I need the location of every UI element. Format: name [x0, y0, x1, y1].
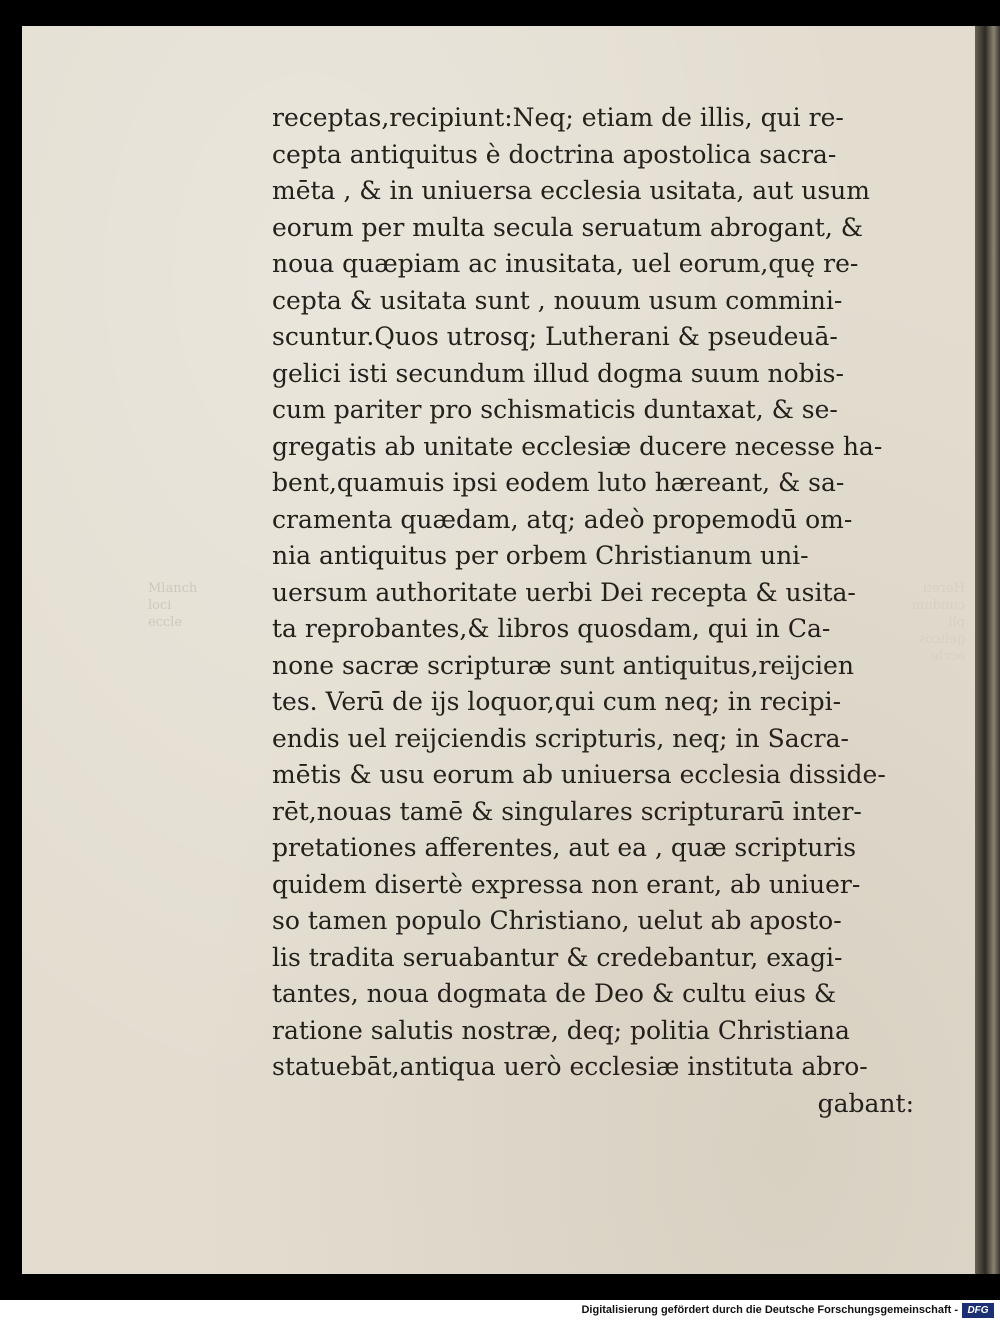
text-line: tes. Verū de ijs loquor,qui cum neq; in recipi-: [272, 687, 842, 716]
show-through-marginalia-right: Hereti cundum pli gelicos eccle: [911, 581, 965, 664]
text-line: scuntur.Quos utrosq; Lutherani & pseudeuā-: [272, 322, 838, 351]
text-line: cramenta quædam, atq; adeò propemodū om-: [272, 504, 853, 534]
text-line: mēta , & in uniuersa ecclesia usitata, aut usum: [272, 176, 870, 205]
text-line: receptas,recipiunt:Neq; etiam de illis, qui re-: [272, 103, 844, 132]
text-line: nia antiquitus per orbem Christianum uni-: [272, 541, 809, 570]
text-line: cum pariter pro schismaticis duntaxat, & se-: [272, 395, 838, 424]
text-line: pretationes afferentes, aut ea , quæ scripturis: [272, 833, 857, 862]
text-line: cepta antiquitus è doctrina apostolica sacra-: [272, 139, 837, 169]
text-line: noua quæpiam ac inusitata, uel eorum,quę re-: [272, 249, 859, 278]
text-line: cepta & usitata sunt , nouum usum commini-: [272, 285, 843, 315]
text-line: tantes, noua dogmata de Deo & cultu eius &: [272, 979, 837, 1008]
text-line: lis tradita seruabantur & credebantur, exagi-: [272, 942, 843, 972]
text-line: gregatis ab unitate ecclesiæ ducere necesse ha-: [272, 431, 883, 461]
dfg-logo: DFG: [962, 1303, 994, 1318]
funding-credit: Digitalisierung gefördert durch die Deutsche Forschungsgemeinschaft -: [581, 1304, 958, 1316]
text-line: ratione salutis nostræ, deq; politia Christiana: [272, 1015, 850, 1045]
text-line: none sacræ scripturæ sunt antiquitus,reijcien: [272, 650, 854, 680]
text-line: statuebāt,antiqua uerò ecclesiæ instituta abro-: [272, 1052, 868, 1081]
footer-bar: [0, 1300, 1000, 1322]
text-line: eorum per multa secula seruatum abrogant, &: [272, 212, 864, 242]
text-line: bent,quamuis ipsi eodem luto hæreant, & sa-: [272, 468, 845, 497]
page-edge: [975, 26, 1000, 1274]
text-line: endis uel reijciendis scripturis, neq; in Sacra-: [272, 723, 849, 753]
text-line: quidem disertè expressa non erant, ab uniuer-: [272, 869, 861, 899]
text-line: mētis & usu eorum ab uniuersa ecclesia disside-: [272, 760, 886, 789]
show-through-marginalia-left: Mlanch loci eccle: [148, 581, 198, 630]
page-text: [272, 100, 924, 1122]
text-line: uersum authoritate uerbi Dei recepta & usita-: [272, 577, 856, 607]
text-line: ta reprobantes,& libros quosdam, qui in Ca-: [272, 614, 831, 643]
text-line: so tamen populo Christiano, uelut ab aposto-: [272, 906, 842, 935]
text-line: gelici isti secundum illud dogma suum nobis-: [272, 358, 844, 388]
text-line: rēt,nouas tamē & singulares scripturarū inter-: [272, 796, 862, 826]
catchword: gabant:: [817, 1088, 914, 1118]
